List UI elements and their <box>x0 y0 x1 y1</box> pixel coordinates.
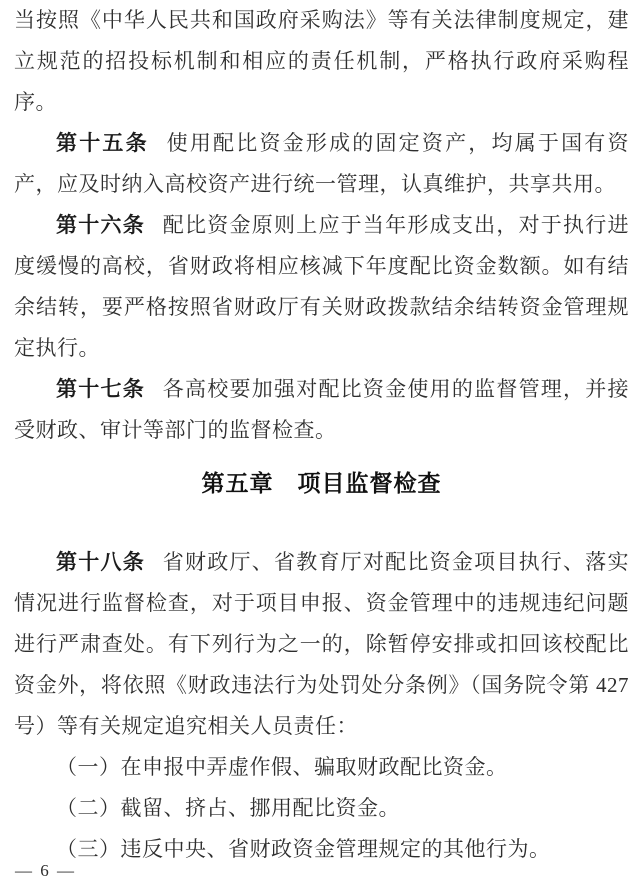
article-number-17: 第十七条 <box>56 378 145 401</box>
document-body <box>14 0 629 870</box>
article-number-18: 第十八条 <box>56 551 145 574</box>
list-item-violation-2: （二）截留、挤占、挪用配比资金。 <box>56 796 400 820</box>
paragraph-intro <box>14 0 629 123</box>
article-text-17: 各高校要加强对配比资金使用的监督管理，并接受财政、审计等部门的监督检查。 <box>14 377 630 442</box>
paragraph-article-15 <box>14 123 629 205</box>
paragraph-article-17 <box>14 369 629 451</box>
article-text-18: 省财政厅、省教育厅对配比资金项目执行、落实情况进行监督检查，对于项目申报、资金管理中的违规违纪问题进行严肃查处。有下列行为之一的，除暂停安排或扣回该校配比资金外，将依照《财政违法行为处罚处分条例》（国务院令第 427 号）等有关规定追究相关人员责任： <box>14 550 630 738</box>
paragraph-intro-text: 当按照《中华人民共和国政府采购法》等有关法律制度规定，建立规范的招投标机制和相应的责任机制，严格执行政府采购程序。 <box>14 8 629 114</box>
article-text-16: 配比资金原则上应于当年形成支出，对于执行进度缓慢的高校，省财政将相应核减下年度配比资金数额。如有结余结转，要严格按照省财政厅有关财政拨款结余结转资金管理规定执行。 <box>14 213 630 360</box>
article-number-16: 第十六条 <box>56 214 145 237</box>
paragraph-article-16 <box>14 205 629 369</box>
list-item-violation-1: （一）在申报中弄虚作假、骗取财政配比资金。 <box>56 755 508 779</box>
article-number-15: 第十五条 <box>56 132 149 155</box>
paragraph-article-18 <box>14 542 629 747</box>
list-item-violation-3: （三）违反中央、省财政资金管理规定的其他行为。 <box>56 837 551 861</box>
page-number: — 6 — <box>15 861 76 880</box>
article-text-15: 使用配比资金形成的固定资产，均属于国有资产，应及时纳入高校资产进行统一管理，认真维护，共享共用。 <box>14 131 630 196</box>
chapter-heading: 第五章 项目监督检查 <box>201 470 442 496</box>
